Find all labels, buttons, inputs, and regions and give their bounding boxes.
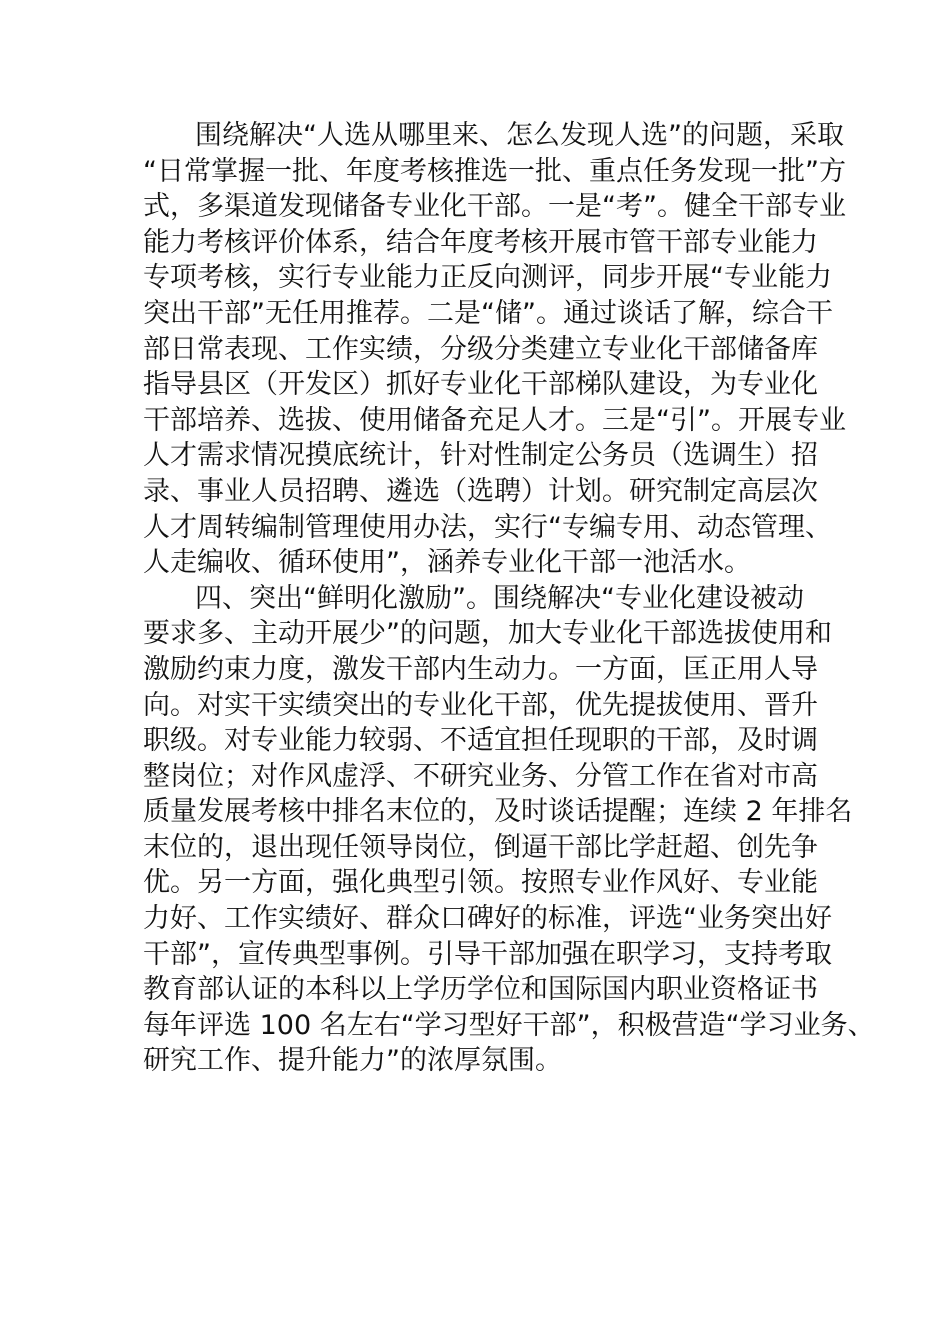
- paragraph-2: [143, 581, 875, 1079]
- text-line: 每年评选 100 名左右“学习型好干部”，积极营造“学习业务、: [143, 1009, 875, 1041]
- text-line: 优。另一方面，强化典型引领。按照专业作风好、专业能: [143, 867, 818, 899]
- text-line: 式，多渠道发现储备专业化干部。一是“考”。健全干部专业: [143, 191, 846, 223]
- text-line: 干部培养、选拔、使用储备充足人才。三是“引”。开展专业: [143, 404, 846, 436]
- text-line: 部日常表现、工作实绩，分级分类建立专业化干部储备库: [143, 333, 818, 365]
- text-line: 激励约束力度，激发干部内生动力。一方面，匡正用人导: [143, 653, 818, 685]
- text-line: 力好、工作实绩好、群众口碑好的标准，评选“业务突出好: [143, 903, 832, 935]
- text-line: 干部”，宣传典型事例。引导干部加强在职学习，支持考取: [143, 938, 832, 970]
- text-line: 四、突出“鲜明化激励”。围绕解决“专业化建设被动: [195, 582, 804, 614]
- paragraph-1: [143, 118, 846, 581]
- text-line: 职级。对专业能力较弱、不适宜担任现职的干部，及时调: [143, 725, 818, 757]
- body-text: [143, 118, 875, 1079]
- text-line: 末位的，退出现任领导岗位，倒逼干部比学赶超、创先争: [143, 831, 818, 863]
- text-line: 录、事业人员招聘、遴选（选聘）计划。研究制定高层次: [143, 475, 818, 507]
- text-line: 突出干部”无任用推荐。二是“储”。通过谈话了解，综合干: [143, 297, 833, 329]
- text-line: 人才需求情况摸底统计，针对性制定公务员（选调生）招: [143, 440, 818, 472]
- text-line: 研究工作、提升能力”的浓厚氛围。: [143, 1045, 562, 1077]
- text-line: 人走编收、循环使用”，涵养专业化干部一池活水。: [143, 547, 751, 579]
- text-line: 专项考核，实行专业能力正反向测评，同步开展“专业能力: [143, 262, 832, 294]
- text-line: 围绕解决“人选从哪里来、怎么发现人选”的问题，采取: [195, 120, 844, 151]
- text-line: 质量发展考核中排名末位的，及时谈话提醒；连续 2 年排名: [143, 796, 853, 828]
- text-line: “日常掌握一批、年度考核推选一批、重点任务发现一批”方: [143, 155, 846, 187]
- text-line: 教育部认证的本科以上学历学位和国际国内职业资格证书: [143, 974, 818, 1006]
- text-line: 能力考核评价体系，结合年度考核开展市管干部专业能力: [143, 226, 818, 258]
- text-line: 向。对实干实绩突出的专业化干部，优先提拔使用、晋升: [143, 689, 818, 721]
- text-line: 人才周转编制管理使用办法，实行“专编专用、动态管理、: [143, 511, 832, 543]
- text-line: 整岗位；对作风虚浮、不研究业务、分管工作在省对市高: [143, 760, 818, 792]
- text-line: 指导县区（开发区）抓好专业化干部梯队建设，为专业化: [143, 369, 818, 401]
- text-line: 要求多、主动开展少”的问题，加大专业化干部选拔使用和: [143, 618, 832, 650]
